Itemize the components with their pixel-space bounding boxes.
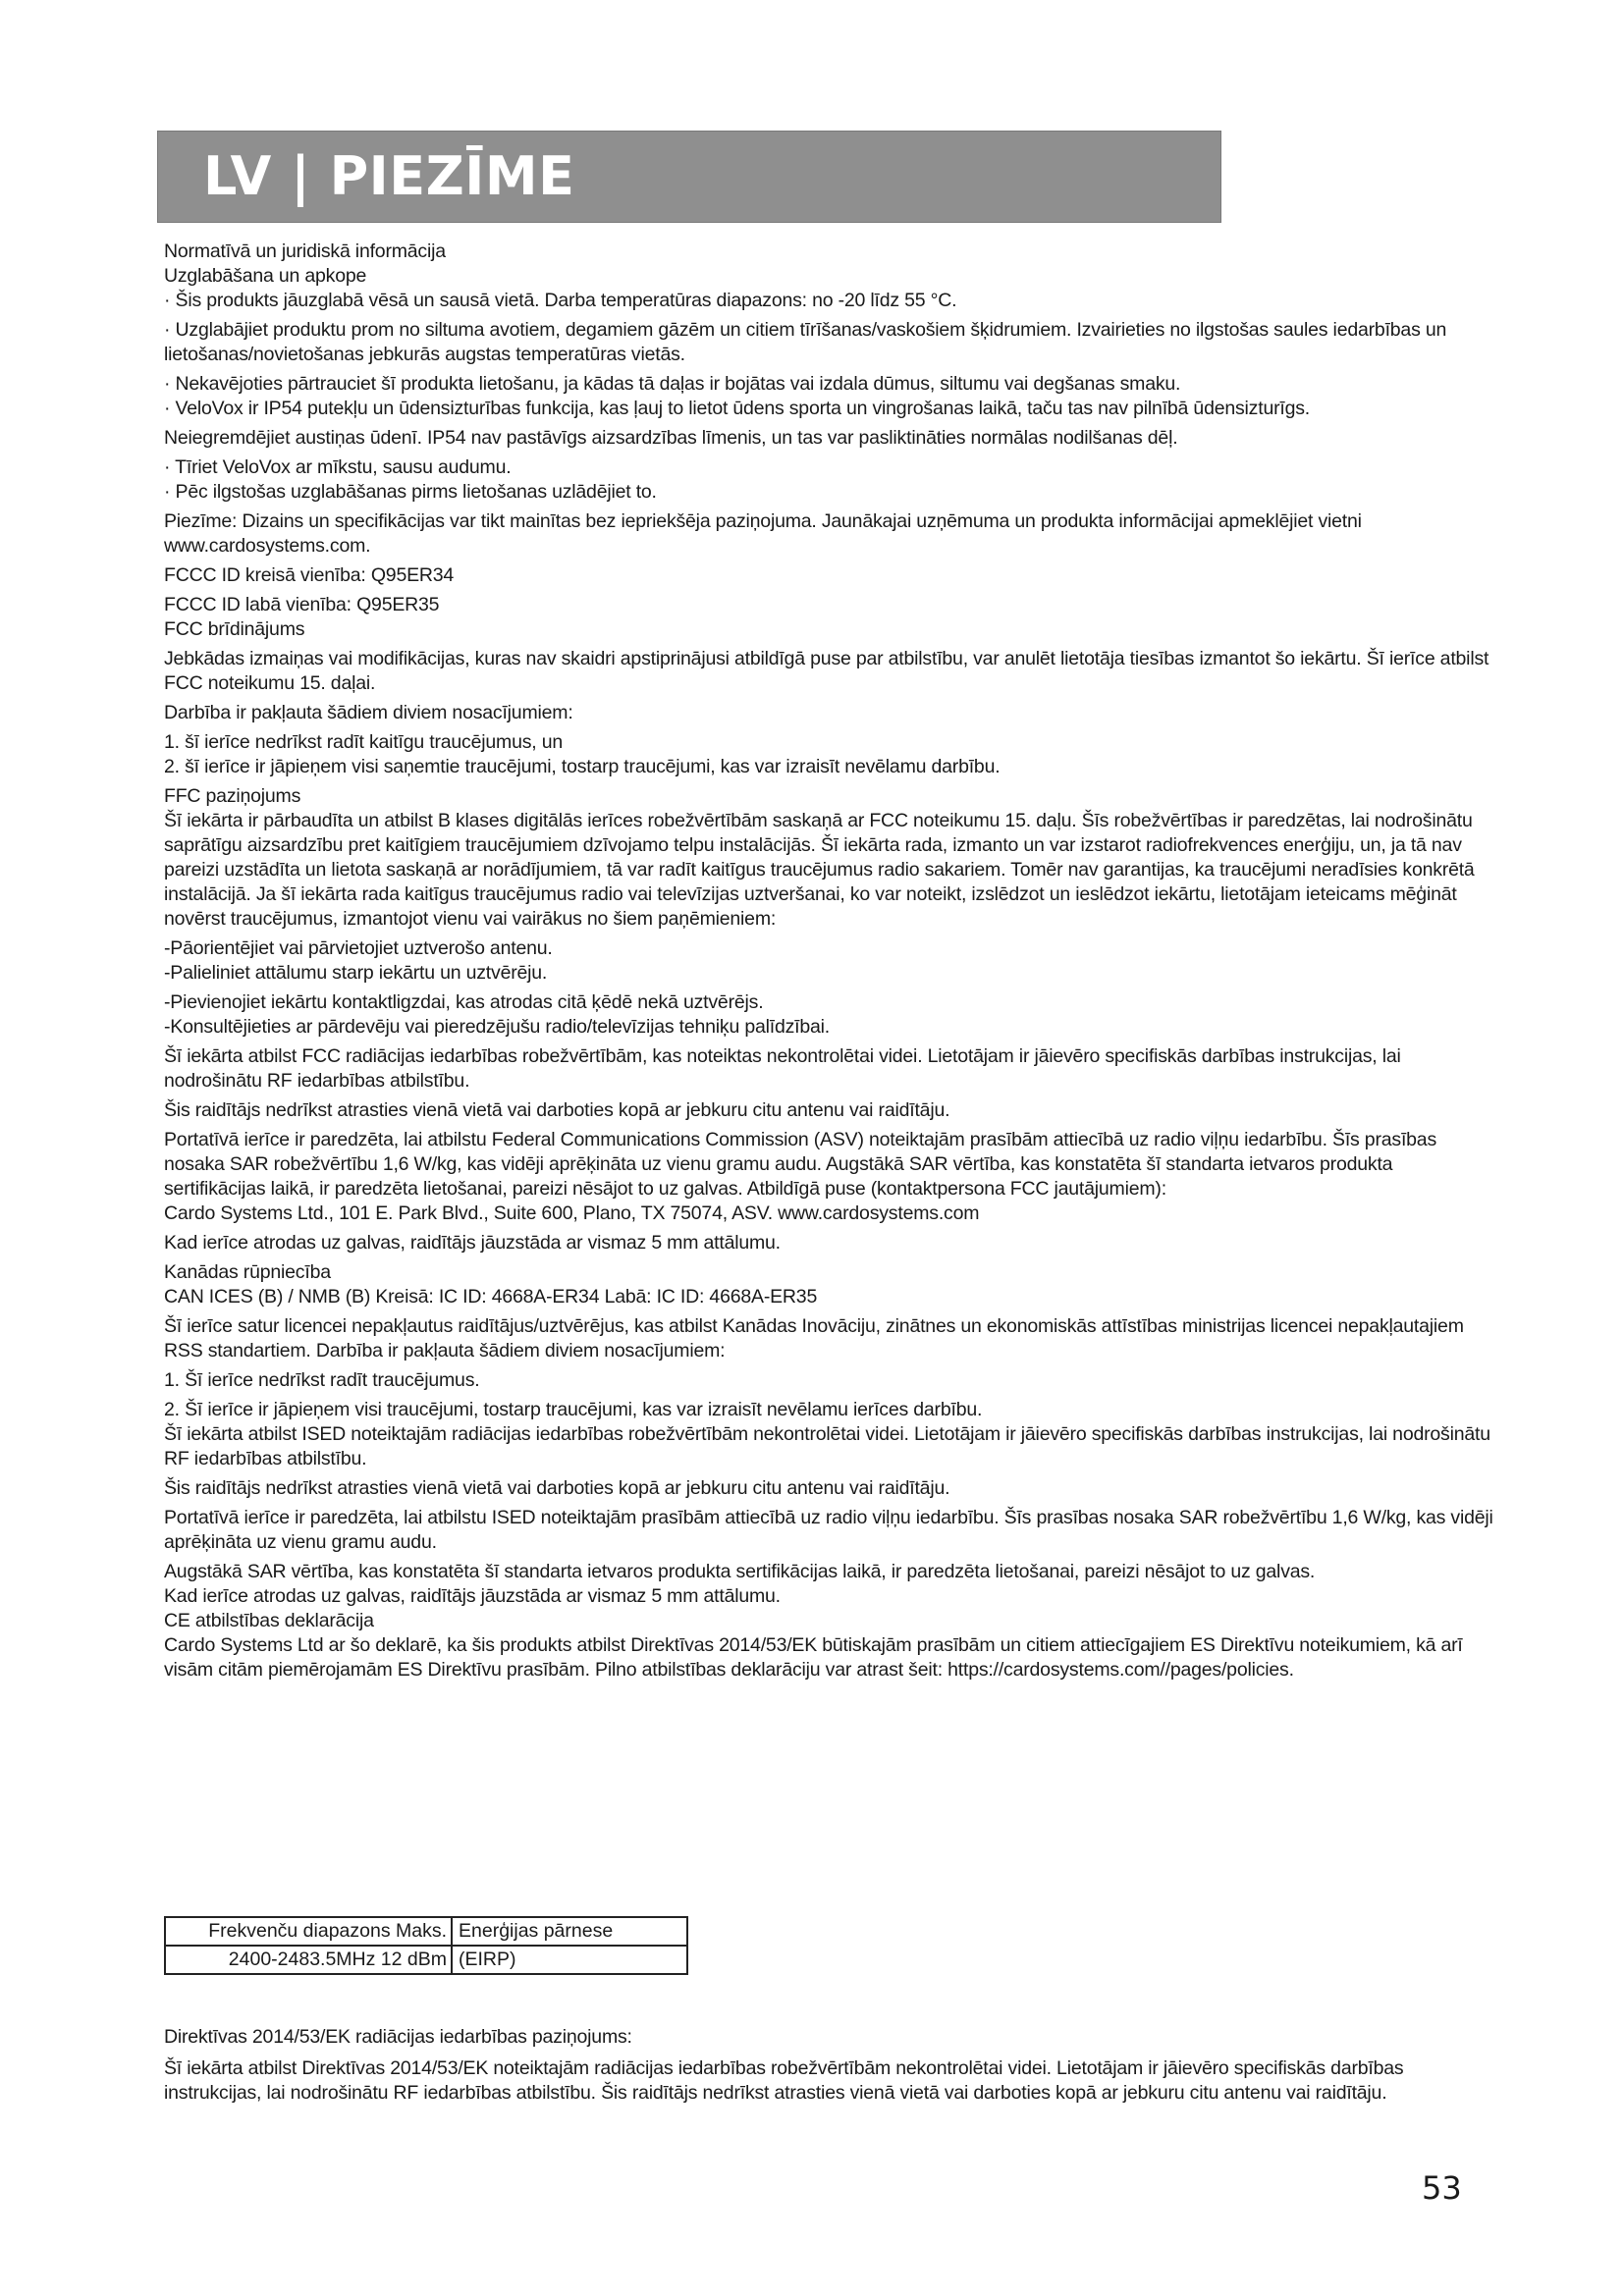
page-number: 53 <box>1422 2169 1462 2207</box>
paragraph: Portatīvā ierīce ir paredzēta, lai atbilstu ISED noteiktajām prasībām attiecībā uz radio viļņu iedarbību. Šīs prasības nosaka SAR robežvērtību 1,6 W/kg, kas vidēji aprēķināta uz vienu gramu audu. <box>164 1507 1493 1553</box>
table-cell: Enerģijas pārnese <box>452 1917 687 1946</box>
paragraph: 1. Šī ierīce nedrīkst radīt traucējumus. <box>164 1369 480 1391</box>
paragraph: Darbība ir pakļauta šādiem diviem nosacījumiem: <box>164 702 573 723</box>
paragraph: CAN ICES (B) / NMB (B) Kreisā: IC ID: 4668A-ER34 Labā: IC ID: 4668A-ER35 <box>164 1286 818 1308</box>
paragraph: Kad ierīce atrodas uz galvas, raidītājs jāuzstāda ar vismaz 5 mm attālumu. <box>164 1585 781 1607</box>
paragraph: -Konsultējieties ar pārdevēju vai pieredzējušu radio/televīzijas tehniķu palīdzībai. <box>164 1016 831 1038</box>
paragraph: 1. šī ierīce nedrīkst radīt kaitīgu traucējumus, un <box>164 731 563 753</box>
paragraph: · Šis produkts jāuzglabā vēsā un sausā vietā. Darba temperatūras diapazons: no -20 līdz 55 °C. <box>164 290 957 311</box>
paragraph: Direktīvas 2014/53/EK radiācijas iedarbības paziņojums: <box>164 2026 632 2048</box>
paragraph: Jebkādas izmaiņas vai modifikācijas, kuras nav skaidri apstiprinājusi atbildīgā puse par atbilstību, var anulēt lietotāja tiesības izmantot šo iekārtu. Šī ierīce atbilst FCC noteikumu 15. daļai. <box>164 648 1489 694</box>
paragraph: FCC brīdinājums <box>164 618 305 640</box>
paragraph: Uzglabāšana un apkope <box>164 265 367 287</box>
page-title: LV | PIEZĪME <box>203 145 575 207</box>
paragraph: Portatīvā ierīce ir paredzēta, lai atbilstu Federal Communications Commission (ASV) noteiktajām prasībām attiecībā uz radio viļņu iedarbību. Šīs prasības nosaka SAR robežvērtību 1,6 W/kg, kas vidēji aprēķināta uz vienu gramu audu. Augstākā SAR vērtība, kas konstatēta šī standarta ietvaros produkta sertifikācijas laikā, ir paredzēta lietošanai, pareizi nēsājot to uz galvas. Atbildīgā puse (kontaktpersona FCC jautājumiem): <box>164 1129 1437 1200</box>
paragraph: Šis raidītājs nedrīkst atrasties vienā vietā vai darboties kopā ar jebkuru citu antenu vai raidītāju. <box>164 1477 950 1499</box>
paragraph: Neiegremdējiet austiņas ūdenī. IP54 nav pastāvīgs aizsardzības līmenis, un tas var pasliktināties normālas nodilšanas dēļ. <box>164 427 1178 449</box>
paragraph: Cardo Systems Ltd., 101 E. Park Blvd., Suite 600, Plano, TX 75074, ASV. www.cardosystems.com <box>164 1202 980 1224</box>
paragraph: Cardo Systems Ltd ar šo deklarē, ka šis produkts atbilst Direktīvas 2014/53/EK būtiskajām prasībām un citiem attiecīgajiem ES Direktīvu noteikumiem, kā arī visām citām piemērojamām ES Direktīvu prasībām. Pilno atbilstības deklarāciju var atrast šeit: https://cardosystems.com//pages/policies. <box>164 1634 1463 1681</box>
paragraph: Šis raidītājs nedrīkst atrasties vienā vietā vai darboties kopā ar jebkuru citu antenu vai raidītāju. <box>164 1099 950 1121</box>
table-cell: (EIRP) <box>452 1946 687 1974</box>
paragraph: Šī ierīce satur licencei nepakļautus raidītājus/uztvērējus, kas atbilst Kanādas Inovāciju, zinātnes un ekonomiskās attīstības ministrijas licencei nepakļautajiem RSS standartiem. Darbība ir pakļauta šādiem diviem nosacījumiem: <box>164 1315 1464 1362</box>
paragraph: -Pāorientējiet vai pārvietojiet uztverošo antenu. <box>164 937 553 959</box>
paragraph: · Uzglabājiet produktu prom no siltuma avotiem, degamiem gāzēm un citiem tīrīšanas/vaskošiem šķidrumiem. Izvairieties no ilgstošas saules iedarbības un lietošanas/novietošanas jebkurās augstas temperatūras vietās. <box>164 319 1447 365</box>
table-row <box>165 1946 687 1974</box>
frequency-table <box>164 1916 688 1975</box>
paragraph: Šī iekārta atbilst FCC radiācijas iedarbības robežvērtībām, kas noteiktas nekontrolētai videi. Lietotājam ir jāievēro specifiskās darbības instrukcijas, lai nodrošinātu RF iedarbības atbilstību. <box>164 1045 1401 1092</box>
paragraph: Normatīvā un juridiskā informācija <box>164 240 446 262</box>
paragraph: · Tīriet VeloVox ar mīkstu, sausu audumu. <box>164 456 512 478</box>
paragraph: Šī iekārta atbilst Direktīvas 2014/53/EK noteiktajām radiācijas iedarbības robežvērtībām nekontrolētai videi. Lietotājam ir jāievēro specifiskās darbības instrukcijas, lai nodrošinātu RF iedarbības atbilstību. Šis raidītājs nedrīkst atrasties vienā vietā vai darboties kopā ar jebkuru citu antenu vai raidītāju. <box>164 2057 1404 2104</box>
paragraph: -Pievienojiet iekārtu kontaktligzdai, kas atrodas citā ķēdē nekā uztvērējs. <box>164 991 764 1013</box>
paragraph: Šī iekārta atbilst ISED noteiktajām radiācijas iedarbības robežvērtībām nekontrolētai videi. Lietotājam ir jāievēro specifiskās darbības instrukcijas, lai nodrošinātu RF iedarbības atbilstību. <box>164 1423 1490 1469</box>
paragraph: -Palieliniet attālumu starp iekārtu un uztvērēju. <box>164 962 548 984</box>
paragraph: Augstākā SAR vērtība, kas konstatēta šī standarta ietvaros produkta sertifikācijas laikā, ir paredzēta lietošanai, pareizi nēsājot to uz galvas. <box>164 1561 1316 1582</box>
table-cell: Frekvenču diapazons Maks. <box>165 1917 452 1946</box>
directive-statement <box>164 2025 1494 2112</box>
paragraph: Šī iekārta ir pārbaudīta un atbilst B klases digitālās ierīces robežvērtībām saskaņā ar FCC noteikumu 15. daļu. Šīs robežvērtības ir paredzētas, lai nodrošinātu saprātīgu aizsardzību pret kaitīgiem traucējumiem dzīvojamo telpu instalācijās. Šī iekārta rada, izmanto un var izstarot radiofrekvences enerģiju, un, ja tā nav pareizi uzstādīta un lietota saskaņā ar norādījumiem, tā var radīt kaitīgus traucējumus radio sakariem. Tomēr nav garantijas, ka traucējumi neradīsies konkrētā instalācijā. Ja šī iekārta rada kaitīgus traucējumus radio vai televīzijas uztveršanai, ko var noteikt, izslēdzot un ieslēdzot iekārtu, lietotājam ieteicams mēģināt novērst traucējumus, izmantojot vienu vai vairākus no šiem paņēmieniem: <box>164 810 1475 930</box>
paragraph: FCCC ID kreisā vienība: Q95ER34 <box>164 564 455 586</box>
paragraph: Kad ierīce atrodas uz galvas, raidītājs jāuzstāda ar vismaz 5 mm attālumu. <box>164 1232 781 1254</box>
paragraph: · Nekavējoties pārtrauciet šī produkta lietošanu, ja kādas tā daļas ir bojātas vai izdala dūmus, siltumu vai degšanas smaku. <box>164 373 1181 395</box>
paragraph: · Pēc ilgstošas uzglabāšanas pirms lietošanas uzlādējiet to. <box>164 481 657 503</box>
table-cell: 2400-2483.5MHz 12 dBm <box>165 1946 452 1974</box>
paragraph: 2. Šī ierīce ir jāpieņem visi traucējumi, tostarp traucējumi, kas var izraisīt nevēlamu ierīces darbību. <box>164 1399 983 1420</box>
paragraph: FFC paziņojums <box>164 785 301 807</box>
regulatory-text <box>164 240 1494 1687</box>
paragraph: FCCC ID labā vienība: Q95ER35 <box>164 594 440 615</box>
paragraph: Piezīme: Dizains un specifikācijas var tikt mainītas bez iepriekšēja paziņojuma. Jaunākajai uzņēmuma un produkta informācijai apmeklējiet vietni www.cardosystems.com. <box>164 510 1362 557</box>
paragraph: 2. šī ierīce ir jāpieņem visi saņemtie traucējumi, tostarp traucējumi, kas var izraisīt nevēlamu darbību. <box>164 756 1001 777</box>
paragraph: CE atbilstības deklarācija <box>164 1610 374 1631</box>
paragraph: · VeloVox ir IP54 putekļu un ūdensizturības funkcija, kas ļauj to lietot ūdens sporta un vingrošanas laikā, taču tas nav pilnībā ūdensizturīgs. <box>164 398 1311 419</box>
table-row <box>165 1917 687 1946</box>
section-banner <box>157 131 1221 223</box>
paragraph: Kanādas rūpniecība <box>164 1261 331 1283</box>
